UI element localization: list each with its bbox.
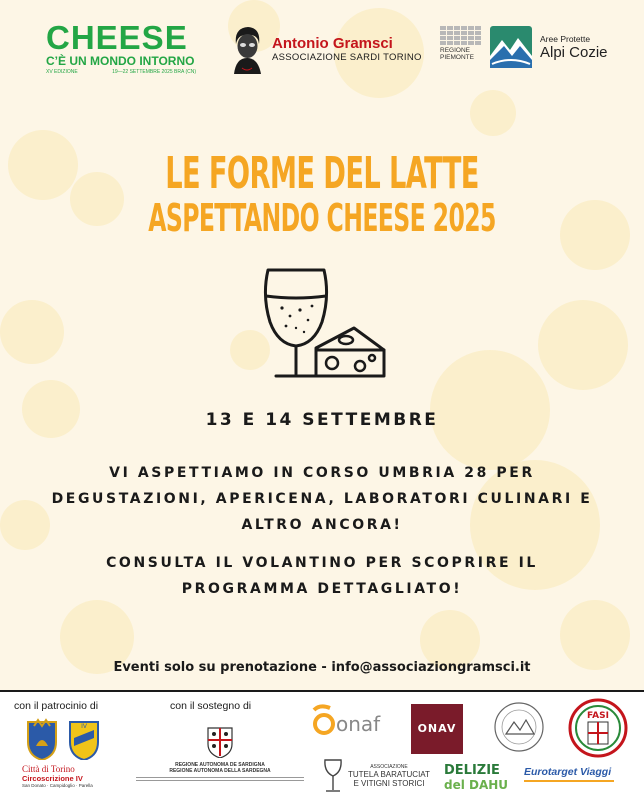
onaf-mark-icon bbox=[310, 704, 386, 744]
fasi-logo bbox=[568, 698, 628, 758]
gramsci-logo bbox=[228, 24, 422, 74]
tutela-line2: TUTELA BARATUCIAT bbox=[348, 770, 430, 779]
delizie-line1: DELIZIE bbox=[444, 763, 500, 778]
description-line: VI ASPETTIAMO IN CORSO UMBRIA 28 PER bbox=[109, 465, 535, 481]
onaf-logo bbox=[310, 704, 390, 748]
circle-stamp-logo bbox=[492, 700, 546, 754]
svg-text:IV: IV bbox=[81, 723, 87, 730]
gramsci-portrait-icon bbox=[228, 24, 266, 74]
description-line: DEGUSTAZIONI, APERICENA, LABORATORI CULINARI E bbox=[51, 491, 593, 507]
program-note bbox=[0, 550, 644, 602]
program-line: CONSULTA IL VOLANTINO PER SCOPRIRE IL bbox=[106, 555, 538, 571]
sardegna-line2: REGIONE AUTONOMA DELLA SARDEGNA bbox=[169, 768, 271, 774]
citta-line1: Città di Torino bbox=[22, 764, 75, 774]
eurotarget-text: Eurotarget Viaggi bbox=[524, 766, 612, 778]
event-subtitle: ASPETTANDO CHEESE 2025 bbox=[148, 196, 496, 240]
gramsci-logo-name: Antonio Gramsci bbox=[272, 35, 393, 52]
decor-bubble bbox=[8, 130, 78, 200]
support-label: con il sostegno di bbox=[170, 700, 252, 712]
alpi-cozie-logo bbox=[490, 26, 608, 68]
sardegna-line1: REGIONE AUTONOMA DE SARDIGNA bbox=[175, 762, 265, 768]
cheese-logo-edition: XV EDIZIONE bbox=[46, 69, 78, 75]
cheese-logo-subtitle: C’È UN MONDO INTORNO bbox=[46, 54, 195, 68]
stamp-circle-icon bbox=[492, 700, 546, 754]
cheese-logo-title: CHEESE bbox=[46, 19, 188, 56]
citta-line2: Circoscrizione IV bbox=[22, 774, 83, 783]
torino-crest-icon bbox=[22, 716, 104, 760]
cheese-logo bbox=[46, 19, 196, 76]
mountain-icon bbox=[490, 26, 532, 68]
decor-bubble bbox=[470, 90, 516, 136]
regione-label: REGIONE PIEMONTE bbox=[440, 47, 474, 61]
sponsors-footer bbox=[0, 692, 644, 808]
sardegna-crest-icon bbox=[204, 724, 236, 758]
event-description bbox=[0, 460, 644, 538]
gramsci-logo-association: ASSOCIAZIONE SARDI TORINO bbox=[272, 52, 422, 63]
tutela-line1: ASSOCIAZIONE bbox=[370, 764, 408, 770]
alpi-logo-line1: Aree Protette bbox=[540, 34, 591, 44]
patronage-label: con il patrocinio di bbox=[14, 700, 99, 712]
onav-text: ONAV bbox=[417, 722, 457, 735]
event-title: LE FORME DEL LATTE bbox=[165, 148, 479, 199]
delizie-dahu-logo bbox=[444, 764, 518, 792]
regione-piemonte-logo bbox=[440, 26, 484, 61]
onaf-text: onaf bbox=[336, 712, 381, 736]
decor-bubble bbox=[560, 200, 630, 270]
eurotarget-logo bbox=[524, 766, 636, 782]
delizie-line2: del DAHU bbox=[444, 778, 509, 792]
cheese-logo-dates: 19—22 SETTEMBRE 2025 BRA (CN) bbox=[112, 69, 196, 75]
booking-contact: Eventi solo su prenotazione - info@associaziongramsci.it bbox=[113, 660, 531, 675]
fasi-shield-icon bbox=[568, 698, 628, 758]
wine-glass-icon bbox=[322, 758, 344, 794]
decor-bubble bbox=[538, 300, 628, 390]
citta-line3: San Donato · Campidoglio · Parella bbox=[22, 783, 93, 788]
tutela-line3: E VITIGNI STORICI bbox=[353, 779, 425, 788]
fasi-text: FASI bbox=[587, 711, 609, 721]
alpi-logo-line2: Alpi Cozie bbox=[540, 44, 608, 61]
tutela-baratuciat-logo bbox=[322, 758, 432, 794]
cheese-logo-edition-row bbox=[46, 68, 196, 76]
decor-bubble bbox=[70, 172, 124, 226]
citta-torino-logo bbox=[22, 716, 112, 788]
decor-bubble bbox=[0, 300, 64, 364]
regione-grid-icon bbox=[440, 26, 484, 45]
event-dates: 13 E 14 SETTEMBRE bbox=[205, 410, 439, 430]
regione-sardegna-logo bbox=[130, 724, 310, 784]
description-line: ALTRO ANCORA! bbox=[241, 517, 403, 533]
onav-logo bbox=[411, 704, 463, 754]
program-line: PROGRAMMA DETTAGLIATO! bbox=[181, 581, 463, 597]
wine-cheese-icon bbox=[262, 266, 390, 382]
